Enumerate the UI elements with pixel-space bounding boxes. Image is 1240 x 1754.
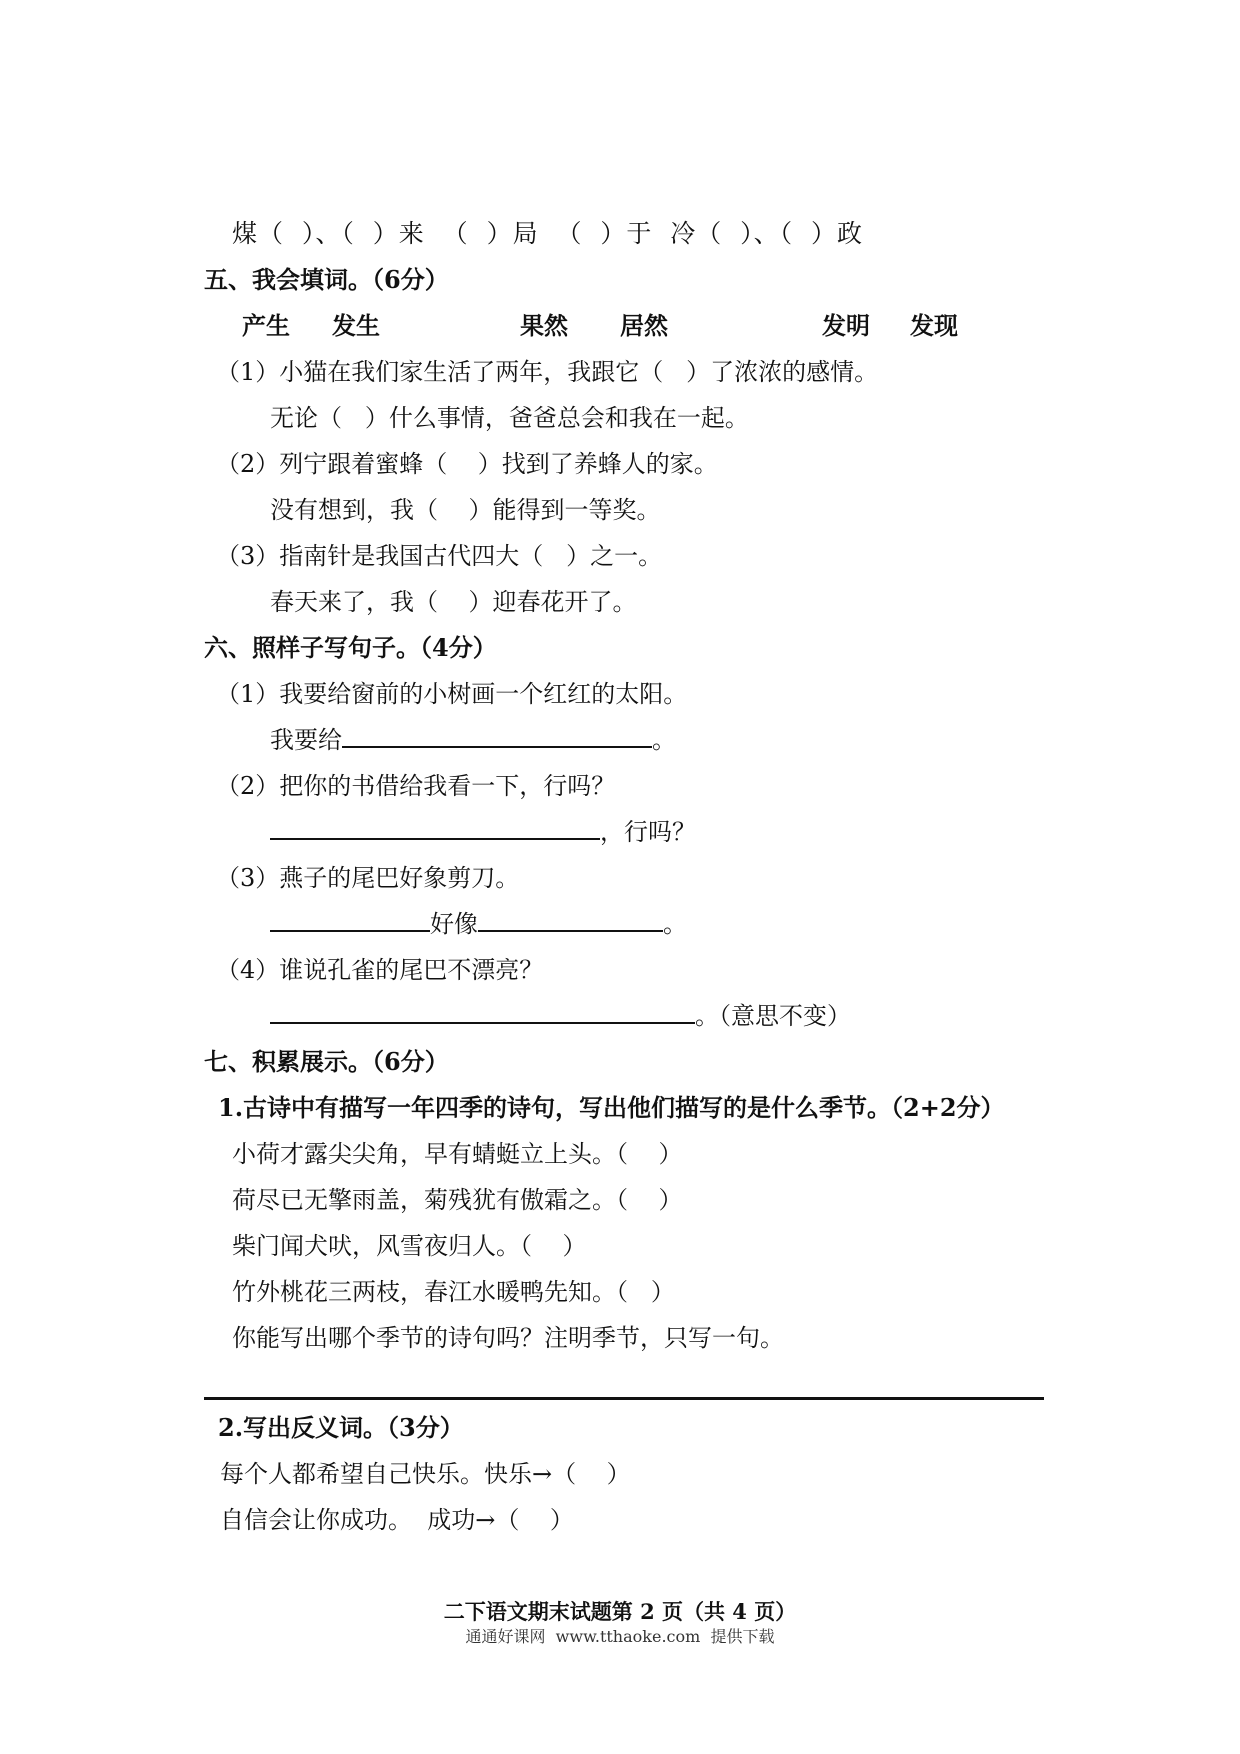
answer-mid: 好像 [430,910,478,938]
section5-heading: 五、我会填词。（6分） [204,265,449,294]
antonym-line: 每个人都希望自己快乐。快乐→（ ） [220,1460,631,1488]
word-bank-item: 发生 [332,311,380,340]
question-line [270,494,661,526]
example-sentence [216,678,687,710]
section7-heading: 七、积累展示。（6分） [204,1047,449,1076]
answer-blank[interactable] [270,816,600,840]
question-line [216,356,878,388]
question-line [216,540,662,572]
antonym-line: 自信会让你成功。 成功→（ ） [220,1506,574,1534]
example-text: 燕子的尾巴好象剪刀。 [279,864,520,892]
question-text: 列宁跟着蜜蜂（ ）找到了养蜂人的家。 [279,450,718,478]
page-footer-label: 二下语文期末试题第 2 页（共 4 页） [443,1599,797,1624]
question-text: 春天来了，我（ ）迎春花开了。 [270,588,637,616]
answer-suffix: 。（意思不变） [695,1002,851,1030]
answer-line [270,816,696,848]
answer-suffix: 。 [652,726,676,754]
poem-line: 荷尽已无擎雨盖，菊残犹有傲霜之。（ ） [232,1186,683,1214]
word-bank-item: 产生 [242,311,290,340]
answer-line [270,908,687,940]
answer-blank[interactable] [270,1000,695,1024]
idiom-fill-row: 煤（ ）、（ ）来 （ ）局 （ ）于 冷（ ）、（ ）政 [232,219,864,248]
word-bank-item: 居然 [620,311,668,340]
example-text: 谁说孔雀的尾巴不漂亮？ [279,956,544,984]
answer-line [270,724,676,756]
answer-blank[interactable] [478,908,663,932]
example-sentence [216,862,519,894]
question-number: （1） [216,680,280,708]
question-number: （1） [216,358,280,386]
answer-suffix: 。 [663,910,687,938]
example-sentence [216,954,543,986]
question-number: （3） [216,542,280,570]
word-bank-item: 发现 [910,311,958,340]
question2-title: 2.写出反义词。（3分） [218,1413,464,1442]
question-text: 指南针是我国古代四大（ ）之一。 [279,542,663,570]
question-line [270,586,637,618]
question-text: 无论（ ）什么事情，爸爸总会和我在一起。 [270,404,749,432]
example-text: 把你的书借给我看一下，行吗？ [279,772,616,800]
section6-heading: 六、照样子写句子。（4分） [204,633,497,662]
word-bank-item: 发明 [822,311,870,340]
word-bank-item: 果然 [520,311,568,340]
question-number: （2） [216,450,280,478]
example-sentence [216,770,615,802]
answer-blank[interactable] [270,908,430,932]
poem-line: 小荷才露尖尖角，早有蜻蜓立上头。（ ） [232,1140,683,1168]
question-number: （4） [216,956,280,984]
question-number: （2） [216,772,280,800]
question-number: （3） [216,864,280,892]
page-footer-credit: 通通好课网 www.tthaoke.com 提供下载 [465,1627,775,1646]
answer-prefix: 我要给 [270,726,342,754]
poem-line: 竹外桃花三两枝，春江水暖鸭先知。（ ） [232,1278,675,1306]
question-line [216,448,718,480]
question-line [270,402,749,434]
poem-prompt: 你能写出哪个季节的诗句吗？注明季节，只写一句。 [232,1324,784,1352]
question1-title: 1.古诗中有描写一年四季的诗句，写出他们描写的是什么季节。（2+2分） [218,1093,1005,1122]
example-text: 我要给窗前的小树画一个红红的太阳。 [279,680,688,708]
question-text: 没有想到，我（ ）能得到一等奖。 [270,496,661,524]
answer-blank[interactable] [342,724,652,748]
answer-line [270,1000,851,1032]
section-divider [204,1397,1044,1400]
question-text: 小猫在我们家生活了两年，我跟它（ ）了浓浓的感情。 [279,358,879,386]
answer-suffix: ，行吗？ [600,818,696,846]
poem-line: 柴门闻犬吠，风雪夜归人。（ ） [232,1232,587,1260]
